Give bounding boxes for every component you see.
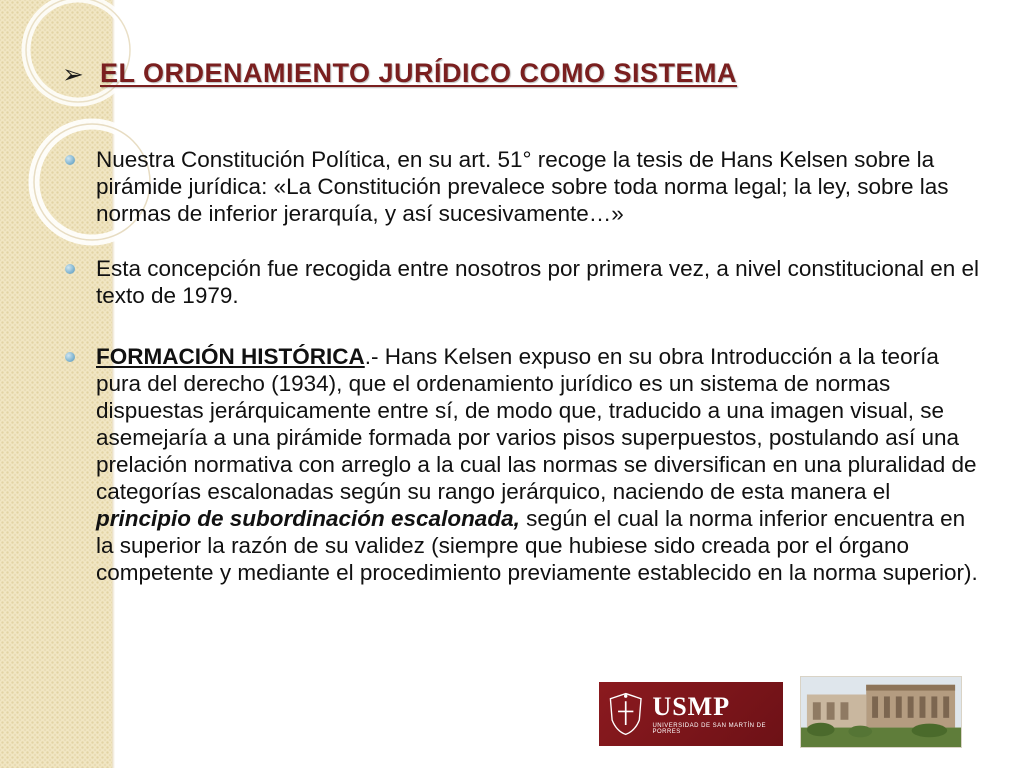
arrow-bullet-icon: ➢ bbox=[62, 58, 84, 89]
bullet-dot-icon bbox=[65, 155, 75, 165]
bullet-heading: FORMACIÓN HISTÓRICA bbox=[96, 344, 365, 369]
title-text: EL ORDENAMIENTO JURÍDICO COMO SISTEMA bbox=[100, 58, 738, 88]
usmp-logo bbox=[599, 682, 783, 746]
logo-text bbox=[652, 693, 775, 735]
university-seal-icon bbox=[607, 687, 644, 741]
logo-subtitle: UNIVERSIDAD DE SAN MARTÍN DE PORRES bbox=[652, 723, 767, 735]
bullet-text: .- Hans Kelsen expuso en su obra Introducción a la teoría pura del derecho (1934), que el ordenamiento jurídico es un sistema de normas dispuestas jerárquicamente entre sí, de modo que, traducido a una imagen visual, se asemejaría a una pirámide formada por varios pisos superpuestos, postulando así una prelación normativa con arreglo a la cual las normas se diversifican en una pluralidad de categorías escalonadas según su rango jerárquico, naciendo de esta manera el bbox=[96, 344, 977, 504]
bullet-dot-icon bbox=[65, 352, 75, 362]
logo-name: USMP bbox=[652, 692, 731, 721]
bullet-item-historical bbox=[62, 343, 987, 586]
campus-photo bbox=[800, 676, 962, 748]
bullet-item-1979 bbox=[62, 255, 987, 309]
slide-title bbox=[62, 58, 737, 89]
bullet-text-end: según el cual la norma inferior encuentra en la superior la razón de su validez (siempre que hubiese sido creada por el órgano competente y mediante el procedimiento previamente establecido en la norma superior). bbox=[96, 506, 978, 585]
bullet-text: Esta concepción fue recogida entre nosotros por primera vez, a nivel constitucional en el texto de 1979. bbox=[96, 256, 979, 308]
bullet-list bbox=[62, 146, 987, 586]
bullet-dot-icon bbox=[65, 264, 75, 274]
bullet-item-constitution bbox=[62, 146, 987, 227]
bullet-text: Nuestra Constitución Política, en su art. 51° recoge la tesis de Hans Kelsen sobre la pirámide jurídica: «La Constitución prevalece sobre toda norma legal; la ley, sobre las normas de inferior jerarquía, y así sucesivamente…» bbox=[96, 147, 949, 226]
campus-building-icon bbox=[801, 677, 961, 747]
bullet-emphasis: principio de subordinación escalonada, bbox=[96, 506, 520, 531]
